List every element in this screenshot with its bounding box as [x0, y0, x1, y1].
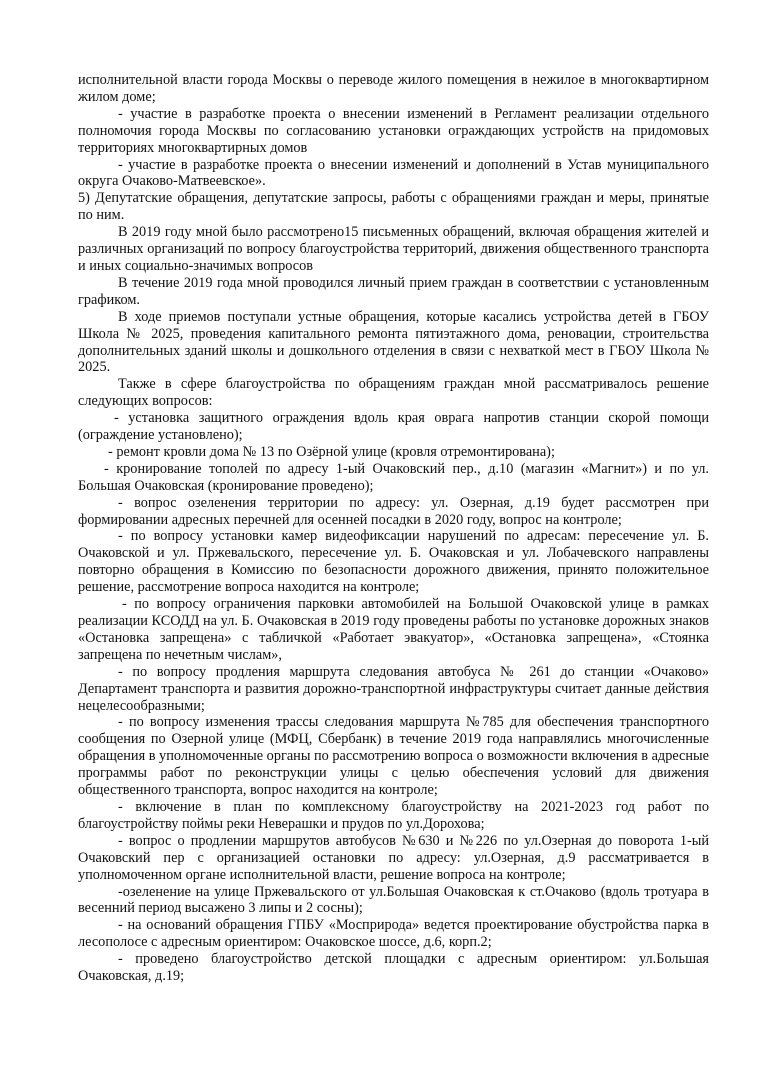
paragraph-written-appeals: В 2019 году мной было рассмотрено15 письменных обращений, включая обращения жителей и различных организаций по вопросу благоустройства территорий, движения общественного транспорта и иных социально-значимых вопросов	[78, 224, 709, 274]
list-item-charter-project: - участие в разработке проекта о внесении изменений и дополнений в Устав муниципального округа Очаково-Матвеевское».	[78, 156, 709, 190]
section-heading-5: 5) Депутатские обращения, депутатские запросы, работы с обращениями граждан и меры, принятые по ним.	[78, 190, 709, 224]
paragraph-improvement-intro: Также в сфере благоустройства по обращениям граждан мной рассматривалось решение следующих вопросов:	[78, 376, 709, 410]
list-item-park: - на оснований обращения ГПБУ «Мосприрода» ведется проектирование обустройства парка в лесополосе с адресным ориентиром: Очаковское шоссе, д.6, корп.2;	[78, 917, 709, 951]
list-item-parking: - по вопросу ограничения парковки автомобилей на Большой Очаковской улице в рамках реализации КСОДД на ул. Б. Очаковская в 2019 году проведены работы по установке дорожных знаков «Остановка запрещена» с табличкой «Работает эвакуатор», «Остановка запрещена», «Стоянка запрещена по нечетным числам»,	[78, 596, 709, 663]
list-item-route-785: - по вопросу изменения трассы следования маршрута №785 для обеспечения транспортного сообщения по Озерной улице (МФЦ, Сбербанк) в течение 2019 года направлялись многочисленные обращения в уполномоченные органы по рассмотрению вопроса о возможности включения в адресные программы работ по реконструкции улицы с целью обеспечения условий для движения общественного транспорта, вопрос находится на контроле;	[78, 714, 709, 799]
list-item-neverashka: - включение в план по комплексному благоустройству на 2021-2023 год работ по благоустройству поймы реки Неверашки и прудов по ул.Дорохова;	[78, 798, 709, 832]
list-item-fence: - установка защитного ограждения вдоль края оврага напротив станции скорой помощи (ограждение установлено);	[78, 410, 709, 444]
paragraph-personal-reception: В течение 2019 года мной проводился личный прием граждан в соответствии с установленным графиком.	[78, 274, 709, 308]
list-item-regulation-project: - участие в разработке проекта о внесении изменений в Регламент реализации отдельного полномочия города Москвы по согласованию установки ограждающих устройств на придомовых территориях многоквартирных домов	[78, 105, 709, 156]
list-item-playground: - проведено благоустройство детской площадки с адресным ориентиром: ул.Большая Очаковская, д.19;	[78, 951, 709, 985]
list-item-przhevalsky-greening: -озеленение на улице Пржевальского от ул.Большая Очаковская к ст.Очаково (вдоль тротуара в весенний период высажено 3 липы и 2 сосны);	[78, 883, 709, 917]
list-item-roof: - ремонт кровли дома № 13 по Озёрной улице (кровля отремонтирована);	[108, 443, 555, 460]
list-item-bus-261: - по вопросу продления маршрута следования автобуса № 261 до станции «Очаково» Департамент транспорта и развития дорожно-транспортной инфраструктуры считает данные действия нецелесообразными;	[78, 663, 709, 714]
list-item-bus-630-226: - вопрос о продлении маршрутов автобусов №630 и №226 по ул.Озерная до поворота 1-ый Очаковский пер с организацией остановки по адресу: ул.Озерная, д.9 рассматривается в уполномоченном органе исполнительной власти, решение вопроса на контроле;	[78, 832, 709, 883]
list-item-greening: - вопрос озеленения территории по адресу: ул. Озерная, д.19 будет рассмотрен при формировании адресных перечней для осенней посадки в 2020 году, вопрос на контроле;	[78, 494, 709, 528]
list-item-cameras: - по вопросу установки камер видеофиксации нарушений по адресам: пересечение ул. Б. Очаковской и ул. Пржевальского, пересечение ул. Б. Очаковская и ул. Лобачевского направлены повторно обращения в Комиссию по безопасности дорожного движения, принято положительное решение, рассмотрение вопроса находится на контроле;	[78, 528, 709, 596]
paragraph-continuation: исполнительной власти города Москвы о переводе жилого помещения в нежилое в многоквартирном жилом доме;	[78, 72, 709, 105]
paragraph-oral-appeals: В ходе приемов поступали устные обращения, которые касались устройства детей в ГБОУ Школа № 2025, проведения капитального ремонта пятиэтажного дома, реновации, строительства дополнительных зданий школы и дошкольного отделения в связи с нехваткой мест в ГБОУ Школа № 2025.	[78, 308, 709, 376]
list-item-poplars: - кронирование тополей по адресу 1-ый Очаковский пер., д.10 (магазин «Магнит») и по ул. Большая Очаковская (кронирование проведено);	[78, 460, 709, 494]
document-text	[78, 72, 709, 985]
